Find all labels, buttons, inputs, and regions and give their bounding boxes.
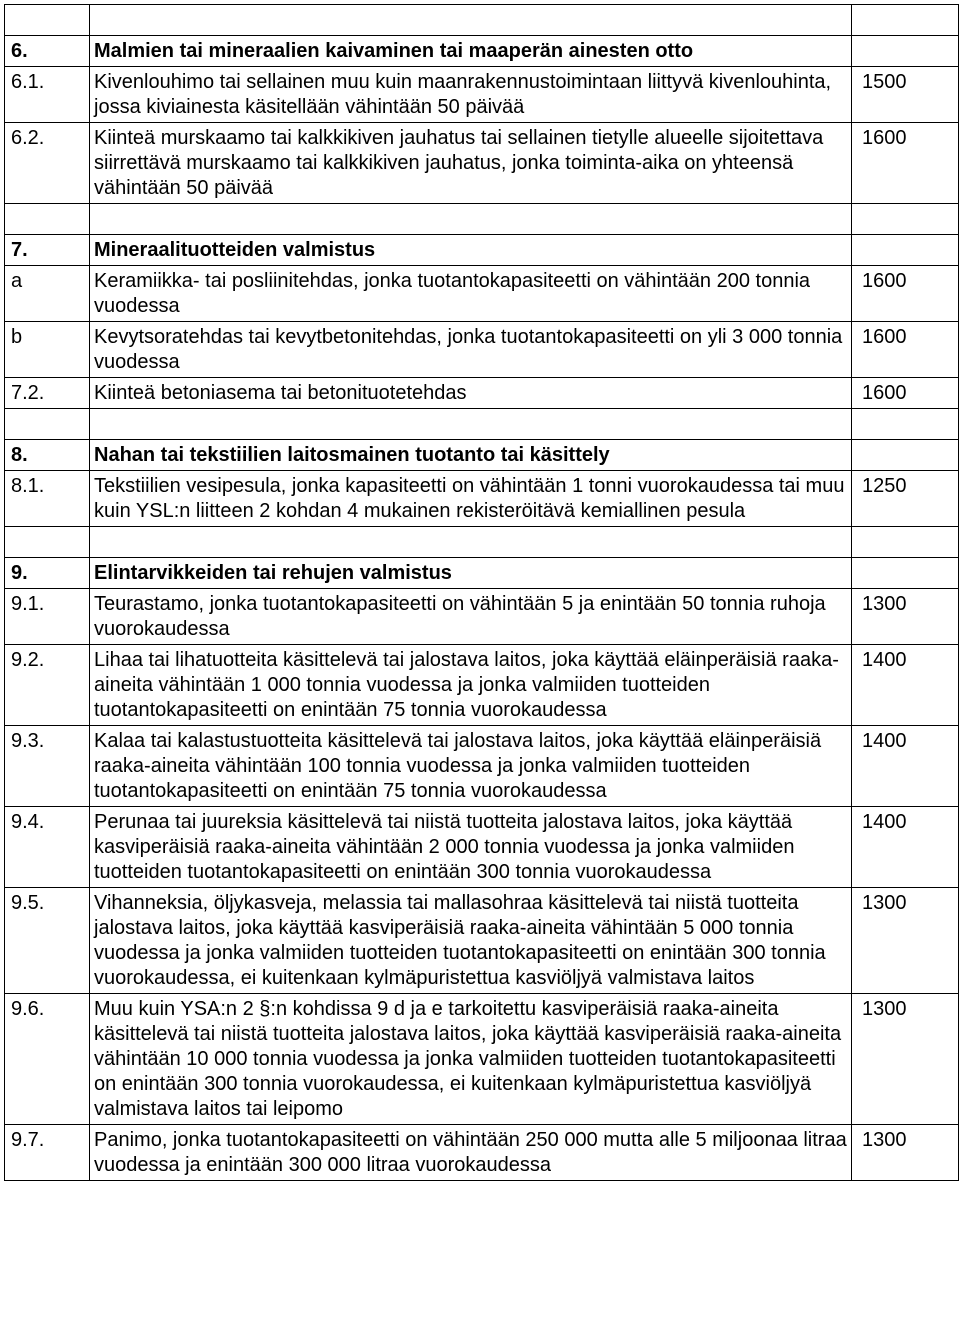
fee-value: 1400 — [852, 807, 959, 888]
fee-value: 1300 — [852, 888, 959, 994]
item-description: Perunaa tai juureksia käsittelevä tai niistä tuotteita jalostava laitos, joka käyttää kasviperäisiä raaka-aineita vähintään 2 000 tonnia vuodessa ja jonka valmiiden tuotteiden tuotantokapasiteetti on enintään 300 tonnia vuorokaudessa — [90, 807, 852, 888]
table-row — [5, 266, 959, 322]
item-number: 6.1. — [5, 67, 90, 123]
item-description: Kevytsoratehdas tai kevytbetonitehdas, jonka tuotantokapasiteetti on yli 3 000 tonnia vuodessa — [90, 322, 852, 378]
item-description: Kiinteä murskaamo tai kalkkikiven jauhatus tai sellainen tietylle alueelle sijoitettava siirrettävä murskaamo tai kalkkikiven jauhatus, jonka toiminta-aika on yhteensä vähintään 50 päivää — [90, 123, 852, 204]
item-description: Lihaa tai lihatuotteita käsittelevä tai jalostava laitos, joka käyttää eläinperäisiä raaka-aineita vähintään 1 000 tonnia vuodessa ja jonka valmiiden tuotteiden tuotantokapasiteetti on enintään 75 tonnia vuorokaudessa — [90, 645, 852, 726]
item-description: Teurastamo, jonka tuotantokapasiteetti on vähintään 5 ja enintään 50 tonnia ruhoja vuorokaudessa — [90, 589, 852, 645]
fee-value: 1500 — [852, 67, 959, 123]
item-description: Vihanneksia, öljykasveja, melassia tai mallasohraa käsittelevä tai niistä tuotteita jalostava laitos, joka käyttää kasviperäisiä raaka-aineita vähintään 5 000 tonnia vuodessa ja jonka valmiiden tuotteiden tuotantokapasiteetti on enintään 300 tonnia vuorokaudessa, ei kuitenkaan kylmäpuristettua kasviöljyä valmistava laitos — [90, 888, 852, 994]
item-description: Kivenlouhimo tai sellainen muu kuin maanrakennustoimintaan liittyvä kivenlouhinta, jossa kiviainesta käsitellään vähintään 50 päivää — [90, 67, 852, 123]
blank-cell — [852, 5, 959, 36]
blank-cell — [5, 5, 90, 36]
blank-row — [5, 204, 959, 235]
fee-value: 1400 — [852, 645, 959, 726]
blank-cell — [90, 409, 852, 440]
item-number: 7.2. — [5, 378, 90, 409]
item-number: 9.6. — [5, 994, 90, 1125]
fee-value — [852, 440, 959, 471]
table-row — [5, 322, 959, 378]
table-row — [5, 123, 959, 204]
item-description: Kalaa tai kalastustuotteita käsittelevä tai jalostava laitos, joka käyttää eläinperäisiä raaka-aineita vähintään 100 tonnia vuodessa ja jonka valmiiden tuotteiden tuotantokapasiteetti on enintään 75 tonnia vuorokaudessa — [90, 726, 852, 807]
fee-value: 1600 — [852, 322, 959, 378]
item-number: b — [5, 322, 90, 378]
table-row — [5, 888, 959, 994]
section-title: Mineraalituotteiden valmistus — [90, 235, 852, 266]
blank-cell — [90, 204, 852, 235]
fee-value: 1600 — [852, 266, 959, 322]
item-description: Panimo, jonka tuotantokapasiteetti on vähintään 250 000 mutta alle 5 miljoonaa litraa vuodessa ja enintään 300 000 litraa vuorokaudessa — [90, 1125, 852, 1181]
blank-cell — [852, 527, 959, 558]
section-header-row — [5, 440, 959, 471]
fee-value: 1300 — [852, 589, 959, 645]
fee-value: 1400 — [852, 726, 959, 807]
blank-row — [5, 5, 959, 36]
fee-value: 1300 — [852, 1125, 959, 1181]
fee-table-body — [5, 5, 959, 1181]
table-row — [5, 726, 959, 807]
section-header-row — [5, 36, 959, 67]
table-row — [5, 589, 959, 645]
blank-cell — [5, 527, 90, 558]
section-title: Nahan tai tekstiilien laitosmainen tuotanto tai käsittely — [90, 440, 852, 471]
table-row — [5, 645, 959, 726]
item-number: 9.7. — [5, 1125, 90, 1181]
table-row — [5, 378, 959, 409]
section-title: Elintarvikkeiden tai rehujen valmistus — [90, 558, 852, 589]
item-description: Muu kuin YSA:n 2 §:n kohdissa 9 d ja e tarkoitettu kasviperäisiä raaka-aineita käsittelevä tai niistä tuotteita jalostava laitos, joka käyttää kasviperäisiä raaka-aineita vähintään 10 000 tonnia vuodessa ja jonka valmiiden tuotteiden tuotantokapasiteetti on enintään 300 tonnia vuorokaudessa, ei kuitenkaan kylmäpuristettua kasviöljyä valmistava laitos tai leipomo — [90, 994, 852, 1125]
section-header-row — [5, 558, 959, 589]
blank-cell — [90, 5, 852, 36]
item-description: Tekstiilien vesipesula, jonka kapasiteetti on vähintään 1 tonni vuorokaudessa tai muu kuin YSL:n liitteen 2 kohdan 4 mukainen rekisteröitävä kemiallinen pesula — [90, 471, 852, 527]
fee-value: 1600 — [852, 378, 959, 409]
section-number: 8. — [5, 440, 90, 471]
fee-value: 1600 — [852, 123, 959, 204]
item-number: 9.4. — [5, 807, 90, 888]
table-row — [5, 1125, 959, 1181]
fee-value: 1300 — [852, 994, 959, 1125]
item-number: 9.1. — [5, 589, 90, 645]
section-header-row — [5, 235, 959, 266]
table-row — [5, 994, 959, 1125]
item-number: 9.5. — [5, 888, 90, 994]
blank-cell — [852, 204, 959, 235]
fee-value — [852, 558, 959, 589]
blank-cell — [852, 409, 959, 440]
item-description: Keramiikka- tai posliinitehdas, jonka tuotantokapasiteetti on vähintään 200 tonnia vuodessa — [90, 266, 852, 322]
section-number: 6. — [5, 36, 90, 67]
blank-row — [5, 527, 959, 558]
table-row — [5, 471, 959, 527]
item-number: a — [5, 266, 90, 322]
fee-table — [4, 4, 959, 1181]
item-number: 6.2. — [5, 123, 90, 204]
item-number: 9.3. — [5, 726, 90, 807]
section-number: 9. — [5, 558, 90, 589]
fee-value — [852, 235, 959, 266]
section-title: Malmien tai mineraalien kaivaminen tai maaperän ainesten otto — [90, 36, 852, 67]
blank-row — [5, 409, 959, 440]
item-number: 8.1. — [5, 471, 90, 527]
blank-cell — [5, 409, 90, 440]
table-row — [5, 807, 959, 888]
table-row — [5, 67, 959, 123]
fee-value: 1250 — [852, 471, 959, 527]
blank-cell — [90, 527, 852, 558]
blank-cell — [5, 204, 90, 235]
item-description: Kiinteä betoniasema tai betonituotetehdas — [90, 378, 852, 409]
fee-value — [852, 36, 959, 67]
item-number: 9.2. — [5, 645, 90, 726]
section-number: 7. — [5, 235, 90, 266]
